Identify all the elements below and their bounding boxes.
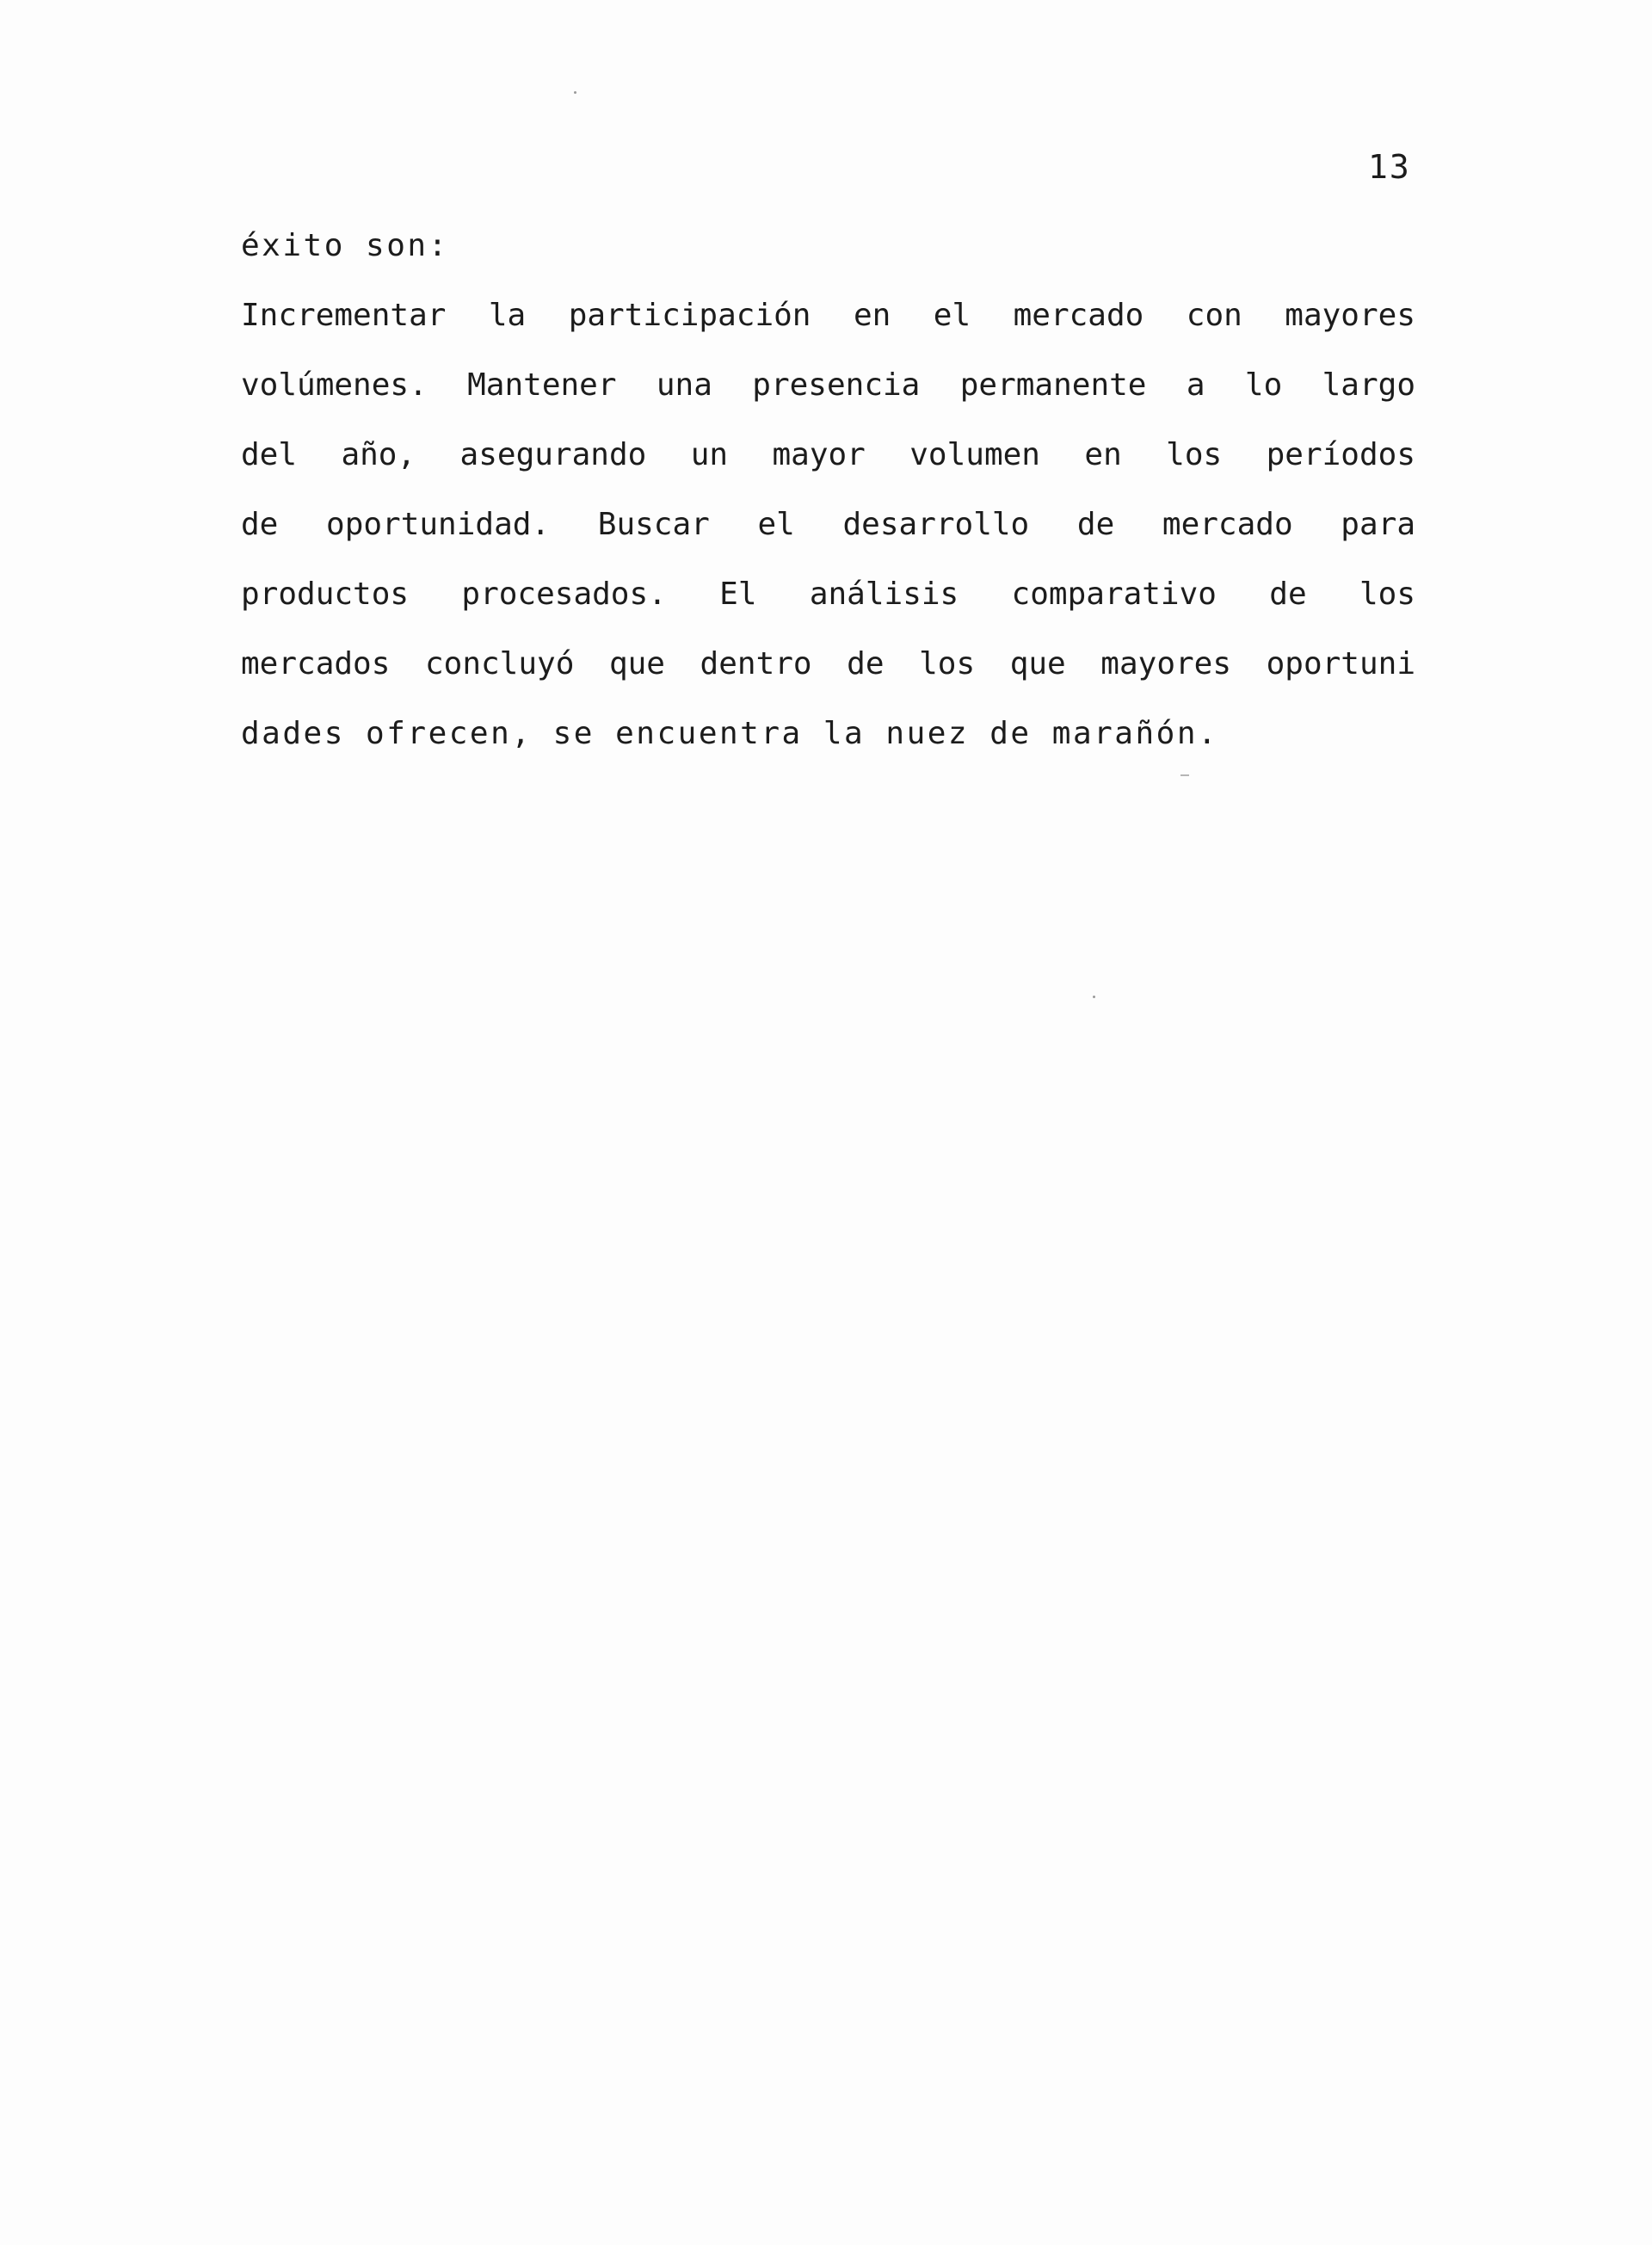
body-paragraph — [241, 222, 1415, 780]
text-line: del año, asegurando un mayor volumen en los períodos — [241, 437, 1415, 472]
text-line: volúmenes. Mantener una presencia permanente a lo largo — [241, 367, 1415, 403]
scan-speck — [574, 91, 576, 94]
text-line: productos procesados. El análisis comparativo de los — [241, 577, 1415, 612]
text-line: Incrementar la participación en el mercado con mayores — [241, 298, 1415, 333]
scan-speck — [1180, 774, 1189, 776]
text-line: de oportunidad. Buscar el desarrollo de mercado para — [241, 507, 1415, 542]
text-line: éxito son: — [241, 228, 449, 263]
scan-speck — [1093, 996, 1095, 998]
text-line: mercados concluyó que dentro de los que mayores oportuni — [241, 646, 1415, 682]
page-number: 13 — [1368, 148, 1411, 186]
text-line: dades ofrecen, se encuentra la nuez de marañón. — [241, 716, 1219, 751]
